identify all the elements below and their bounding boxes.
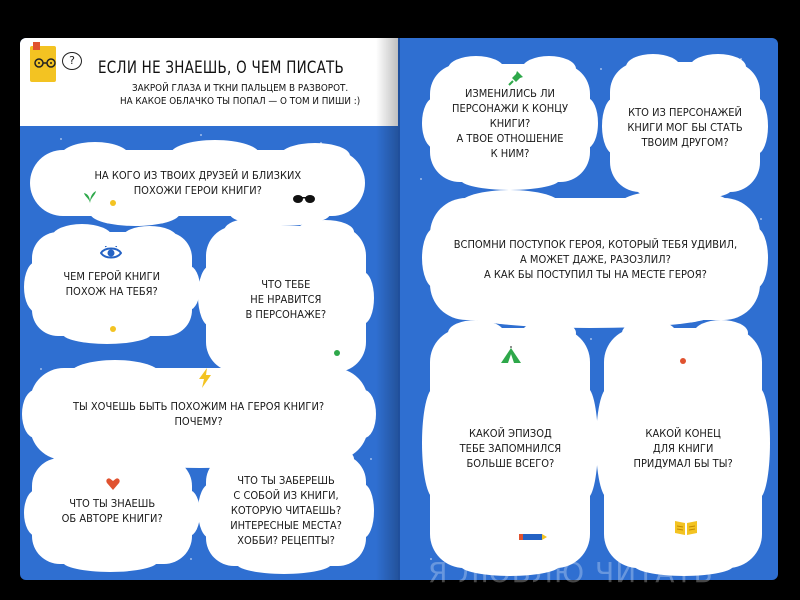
plant-icon — [82, 188, 98, 204]
cloud-friends-text: НА КОГО ИЗ ТВОИХ ДРУЗЕЙ И БЛИЗКИХ ПОХОЖИ ГЕРОИ КНИГИ? — [94, 169, 301, 197]
pin-icon — [508, 70, 524, 86]
pencil-icon — [518, 532, 548, 542]
cloud-friends — [30, 150, 365, 216]
page-title: ЕСЛИ НЕ ЗНАЕШЬ, О ЧЕМ ПИСАТЬ — [98, 58, 345, 78]
subtitle-line-2: НА КАКОЕ ОБЛАЧКО ТЫ ПОПАЛ — О ТОМ И ПИШИ :) — [120, 96, 361, 107]
subtitle-line-1: ЗАКРОЙ ГЛАЗА И ТКНИ ПАЛЬЦЕМ В РАЗВОРОТ. — [131, 83, 349, 94]
sunglasses-icon — [292, 194, 316, 204]
right-page — [400, 38, 778, 580]
left-page — [20, 38, 398, 580]
cloud-changed — [430, 64, 590, 182]
cloud-take — [206, 454, 366, 566]
cloud-episode-text: КАКОЙ ЭПИЗОД ТЕБЕ ЗАПОМНИЛСЯ БОЛЬШЕ ВСЕГО? — [459, 426, 561, 470]
yellow-dot — [110, 200, 116, 206]
thought-bubble-icon: ? — [62, 52, 82, 70]
green-dot — [334, 350, 340, 356]
open-book-icon — [674, 518, 698, 536]
cloud-author — [32, 458, 192, 564]
cloud-want-like-text: ТЫ ХОЧЕШЬ БЫТЬ ПОХОЖИМ НА ГЕРОЯ КНИГИ? ПОЧЕМУ? — [73, 400, 325, 428]
page-subtitle — [120, 82, 360, 108]
heart-icon — [106, 478, 120, 490]
cloud-similar — [32, 232, 192, 336]
page-header — [20, 38, 398, 126]
cloud-dislike — [206, 226, 366, 372]
cloud-friend-text: КТО ИЗ ПЕРСОНАЖЕЙ КНИГИ МОГ БЫ СТАТЬ ТВОИМ ДРУГОМ? — [627, 105, 743, 149]
eye-icon — [100, 246, 122, 260]
watermark: Я ЛЮБЛЮ ЧИТАТЬ — [428, 556, 714, 589]
cloud-similar-text: ЧЕМ ГЕРОЙ КНИГИ ПОХОЖ НА ТЕБЯ? — [63, 270, 161, 298]
cloud-ending-text: КАКОЙ КОНЕЦ ДЛЯ КНИГИ ПРИДУМАЛ БЫ ТЫ? — [633, 426, 733, 470]
cloud-changed-text: ИЗМЕНИЛИСЬ ЛИ ПЕРСОНАЖИ К КОНЦУ КНИГИ? А ТВОЕ ОТНОШЕНИЕ К НИМ? — [452, 86, 568, 160]
cloud-dislike-text: ЧТО ТЕБЕ НЕ НРАВИТСЯ В ПЕРСОНАЖЕ? — [245, 277, 327, 321]
cloud-episode — [430, 328, 590, 568]
cloud-author-text: ЧТО ТЫ ЗНАЕШЬ ОБ АВТОРЕ КНИГИ? — [61, 497, 163, 525]
cloud-deed — [430, 198, 760, 320]
cloud-friend — [610, 62, 760, 192]
cloud-ending — [604, 328, 762, 568]
glasses-face-icon — [34, 58, 56, 68]
cloud-deed-text: ВСПОМНИ ПОСТУПОК ГЕРОЯ, КОТОРЫЙ ТЕБЯ УДИВИЛ, А МОЖЕТ ДАЖЕ, РАЗОЗЛИЛ? А КАК БЫ ПОСТУПИЛ ТЫ НА МЕСТЕ ГЕРОЯ? — [453, 237, 737, 281]
red-dot — [680, 358, 686, 364]
cloud-take-text: ЧТО ТЫ ЗАБЕРЕШЬ С СОБОЙ ИЗ КНИГИ, КОТОРУЮ ЧИТАЕШЬ? ИНТЕРЕСНЫЕ МЕСТА? ХОББИ? РЕЦЕПТЫ? — [230, 473, 342, 547]
lightning-icon — [198, 368, 212, 388]
yellow-dot — [110, 326, 116, 332]
tent-icon — [500, 346, 522, 364]
